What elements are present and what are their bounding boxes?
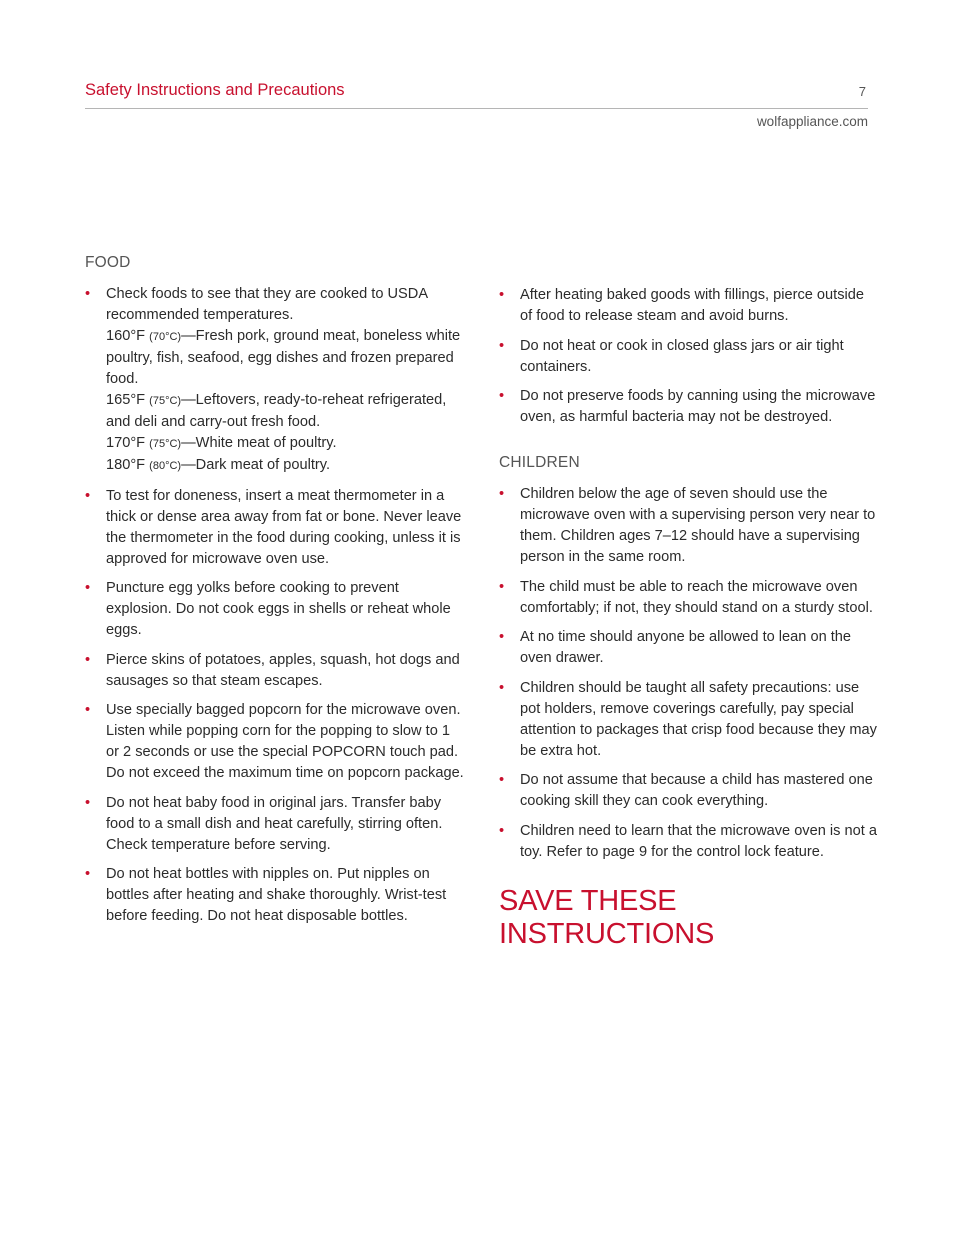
- bullet-icon: •: [499, 486, 505, 502]
- temperature-line: 160°F (70°C)—Fresh pork, ground meat, boneless white poultry, fish, seafood, egg dishes and frozen prepared food.: [106, 328, 461, 387]
- list-item-text: Do not heat bottles with nipples on. Put nipples on bottles after heating and shake thoroughly. Wrist-test before feeding. Do not heat disposable bottles.: [106, 866, 447, 924]
- list-item: [85, 700, 465, 784]
- list-item: [85, 486, 465, 570]
- temperature-line: 165°F (75°C)—Leftovers, ready-to-reheat refrigerated, and deli and carry-out fresh food.: [106, 392, 447, 430]
- bullet-icon: •: [499, 629, 505, 645]
- list-item-text: At no time should anyone be allowed to lean on the oven drawer.: [520, 629, 852, 666]
- bullet-icon: •: [85, 286, 91, 302]
- list-item: [499, 484, 879, 568]
- bullet-icon: •: [499, 337, 505, 354]
- bullet-icon: •: [85, 487, 91, 504]
- bullet-icon: •: [85, 866, 91, 882]
- list-item-text: Children need to learn that the microwave oven is not a toy. Refer to page 9 for the control lock feature.: [520, 822, 877, 860]
- list-item: [499, 770, 879, 812]
- bullet-icon: •: [85, 651, 91, 668]
- bullet-icon: •: [499, 822, 505, 839]
- children-section: [499, 454, 879, 863]
- bullet-icon: •: [85, 702, 91, 718]
- list-item-text: Pierce skins of potatoes, apples, squash, hot dogs and sausages so that steam escapes.: [106, 651, 460, 689]
- list-item-text: Children below the age of seven should use the microwave oven with a supervising person very near to them. Children ages 7–12 should have a supervising person in the same room.: [520, 486, 876, 565]
- bullet-icon: •: [85, 794, 91, 811]
- list-item: [499, 821, 879, 863]
- bullet-icon: •: [499, 772, 505, 788]
- left-column: [85, 254, 465, 936]
- list-item-text: Use specially bagged popcorn for the microwave oven. Listen while popping corn for the popping to slow to 1 or 2 seconds or use the special POPCORN touch pad. Do not exceed the maximum time on popcorn package.: [106, 702, 464, 781]
- list-item-text: After heating baked goods with fillings, pierce outside of food to release steam and avoid burns.: [520, 287, 864, 324]
- list-item: [499, 577, 879, 619]
- list-item-text: Do not heat baby food in original jars. Transfer baby food to a small dish and heat carefully, stirring often. Check temperature before serving.: [106, 794, 443, 853]
- list-item: [499, 285, 879, 327]
- list-item-text: Check foods to see that they are cooked to USDA recommended temperatures.: [106, 286, 428, 323]
- list-item-text: Do not assume that because a child has mastered one cooking skill they can cook everything.: [520, 772, 873, 809]
- temperature-line: 170°F (75°C)—White meat of poultry.: [106, 435, 337, 451]
- list-item-text: To test for doneness, insert a meat thermometer in a thick or dense area away from fat or bone. Never leave the thermometer in the food during cooking, unless it is approved for microwave oven use.: [106, 487, 462, 567]
- children-list: [499, 484, 879, 863]
- list-item: [85, 284, 465, 477]
- food-heading: FOOD: [85, 254, 131, 271]
- list-item: [85, 650, 465, 692]
- food-list: [85, 284, 465, 927]
- section-title: Safety Instructions and Precautions: [85, 81, 345, 99]
- food-list-continued: [499, 285, 879, 428]
- list-item-text: Children should be taught all safety precautions: use pot holders, remove coverings carefully, pay special attention to packages that crisp food because they may be extra hot.: [520, 679, 877, 759]
- header-divider: [85, 108, 868, 109]
- list-item: [85, 578, 465, 641]
- bullet-icon: •: [499, 679, 505, 696]
- save-instructions-heading: SAVE THESE INSTRUCTIONS: [499, 884, 715, 950]
- bullet-icon: •: [85, 580, 91, 596]
- temperature-line: 180°F (80°C)—Dark meat of poultry.: [106, 457, 331, 473]
- list-item-text: The child must be able to reach the microwave oven comfortably; if not, they should stand on a sturdy stool.: [520, 578, 873, 616]
- children-heading: CHILDREN: [499, 454, 580, 471]
- list-item-text: Do not heat or cook in closed glass jars or air tight containers.: [520, 337, 844, 375]
- list-item: [499, 627, 879, 669]
- bullet-icon: •: [499, 388, 505, 404]
- list-item: [85, 864, 465, 927]
- bullet-icon: •: [499, 287, 505, 303]
- page-number: 7: [858, 84, 866, 99]
- list-item-text: Puncture egg yolks before cooking to prevent explosion. Do not cook eggs in shells or reheat whole eggs.: [106, 580, 451, 638]
- list-item: [499, 386, 879, 428]
- website-url: wolfappliance.com: [756, 114, 868, 129]
- right-column: [499, 285, 879, 951]
- list-item: [85, 793, 465, 856]
- list-item-text: Do not preserve foods by canning using the microwave oven, as harmful bacteria may not be destroyed.: [520, 388, 876, 425]
- list-item: [499, 678, 879, 762]
- list-item: [499, 336, 879, 378]
- bullet-icon: •: [499, 578, 505, 595]
